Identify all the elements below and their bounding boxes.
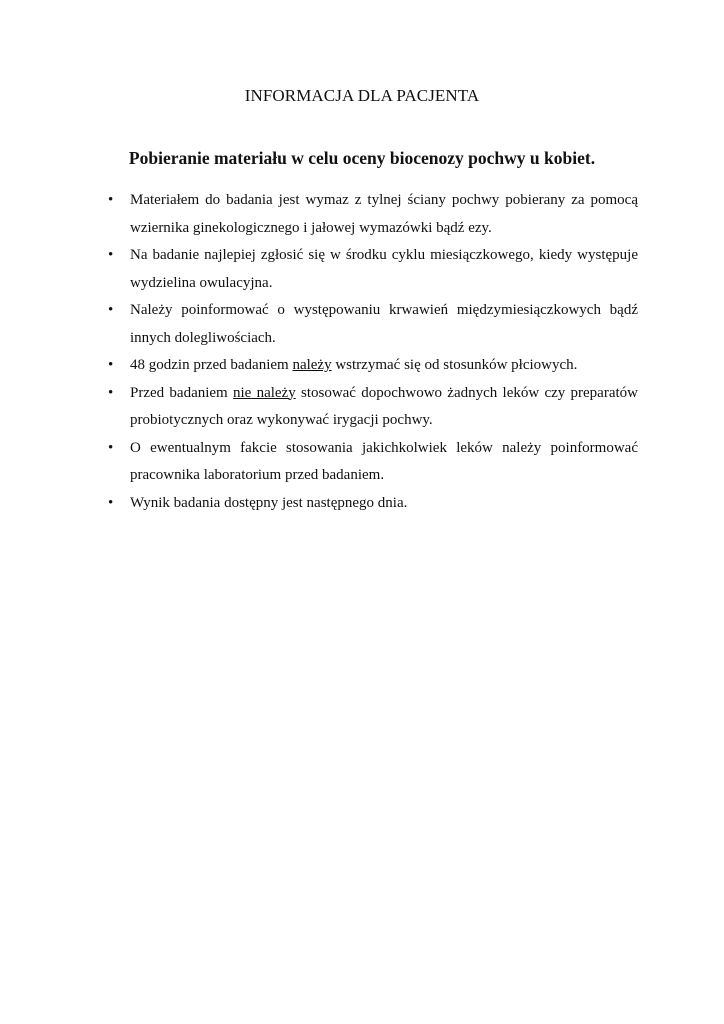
underlined-emphasis: należy bbox=[292, 357, 332, 373]
list-item bbox=[105, 490, 638, 518]
list-item-text-after: stosować dopochwowo żadnych leków czy preparatów probiotycznych oraz wykonywać irygacji pochwy. bbox=[130, 384, 638, 428]
underlined-emphasis: nie należy bbox=[232, 384, 296, 401]
list-item-text: Należy poinformować o występowaniu krwawień międzymiesiączkowych bądź innych dolegliwościach. bbox=[130, 302, 638, 346]
bullet-icon: • bbox=[108, 384, 114, 401]
list-item bbox=[105, 352, 638, 380]
list-item-text: O ewentualnym fakcie stosowania jakichkolwiek leków należy poinformować pracownika laboratorium przed badaniem. bbox=[130, 439, 638, 483]
bullet-icon: • bbox=[108, 494, 114, 511]
document-subtitle: Pobieranie materiału w celu oceny biocenozy pochwy u kobiet. bbox=[128, 148, 596, 168]
bullet-icon: • bbox=[108, 357, 114, 373]
list-item bbox=[105, 435, 638, 490]
instruction-list bbox=[105, 187, 638, 517]
list-item bbox=[105, 380, 638, 435]
bullet-icon: • bbox=[108, 439, 114, 456]
list-item-text: Wynik badania dostępny jest następnego dnia. bbox=[130, 494, 408, 511]
list-item-text-after: wstrzymać się od stosunków płciowych. bbox=[331, 357, 578, 373]
bullet-icon: • bbox=[108, 302, 114, 318]
bullet-icon: • bbox=[108, 192, 114, 208]
list-item bbox=[105, 187, 638, 242]
list-item bbox=[105, 297, 638, 352]
list-item-text: Materiałem do badania jest wymaz z tylnej ściany pochwy pobierany za pomocą wziernika ginekologicznego i jałowej wymazówki bądź ezy. bbox=[130, 192, 638, 236]
list-item-text: Na badanie najlepiej zgłosić się w środku cyklu miesiączkowego, kiedy występuje wydzielina owulacyjna. bbox=[130, 247, 638, 291]
list-item bbox=[105, 242, 638, 297]
list-item-text-before: Przed badaniem bbox=[130, 384, 233, 401]
bullet-icon: • bbox=[108, 247, 114, 263]
document-title: INFORMACJA DLA PACJENTA bbox=[244, 86, 480, 105]
list-item-text-before: 48 godzin przed badaniem bbox=[130, 357, 293, 373]
